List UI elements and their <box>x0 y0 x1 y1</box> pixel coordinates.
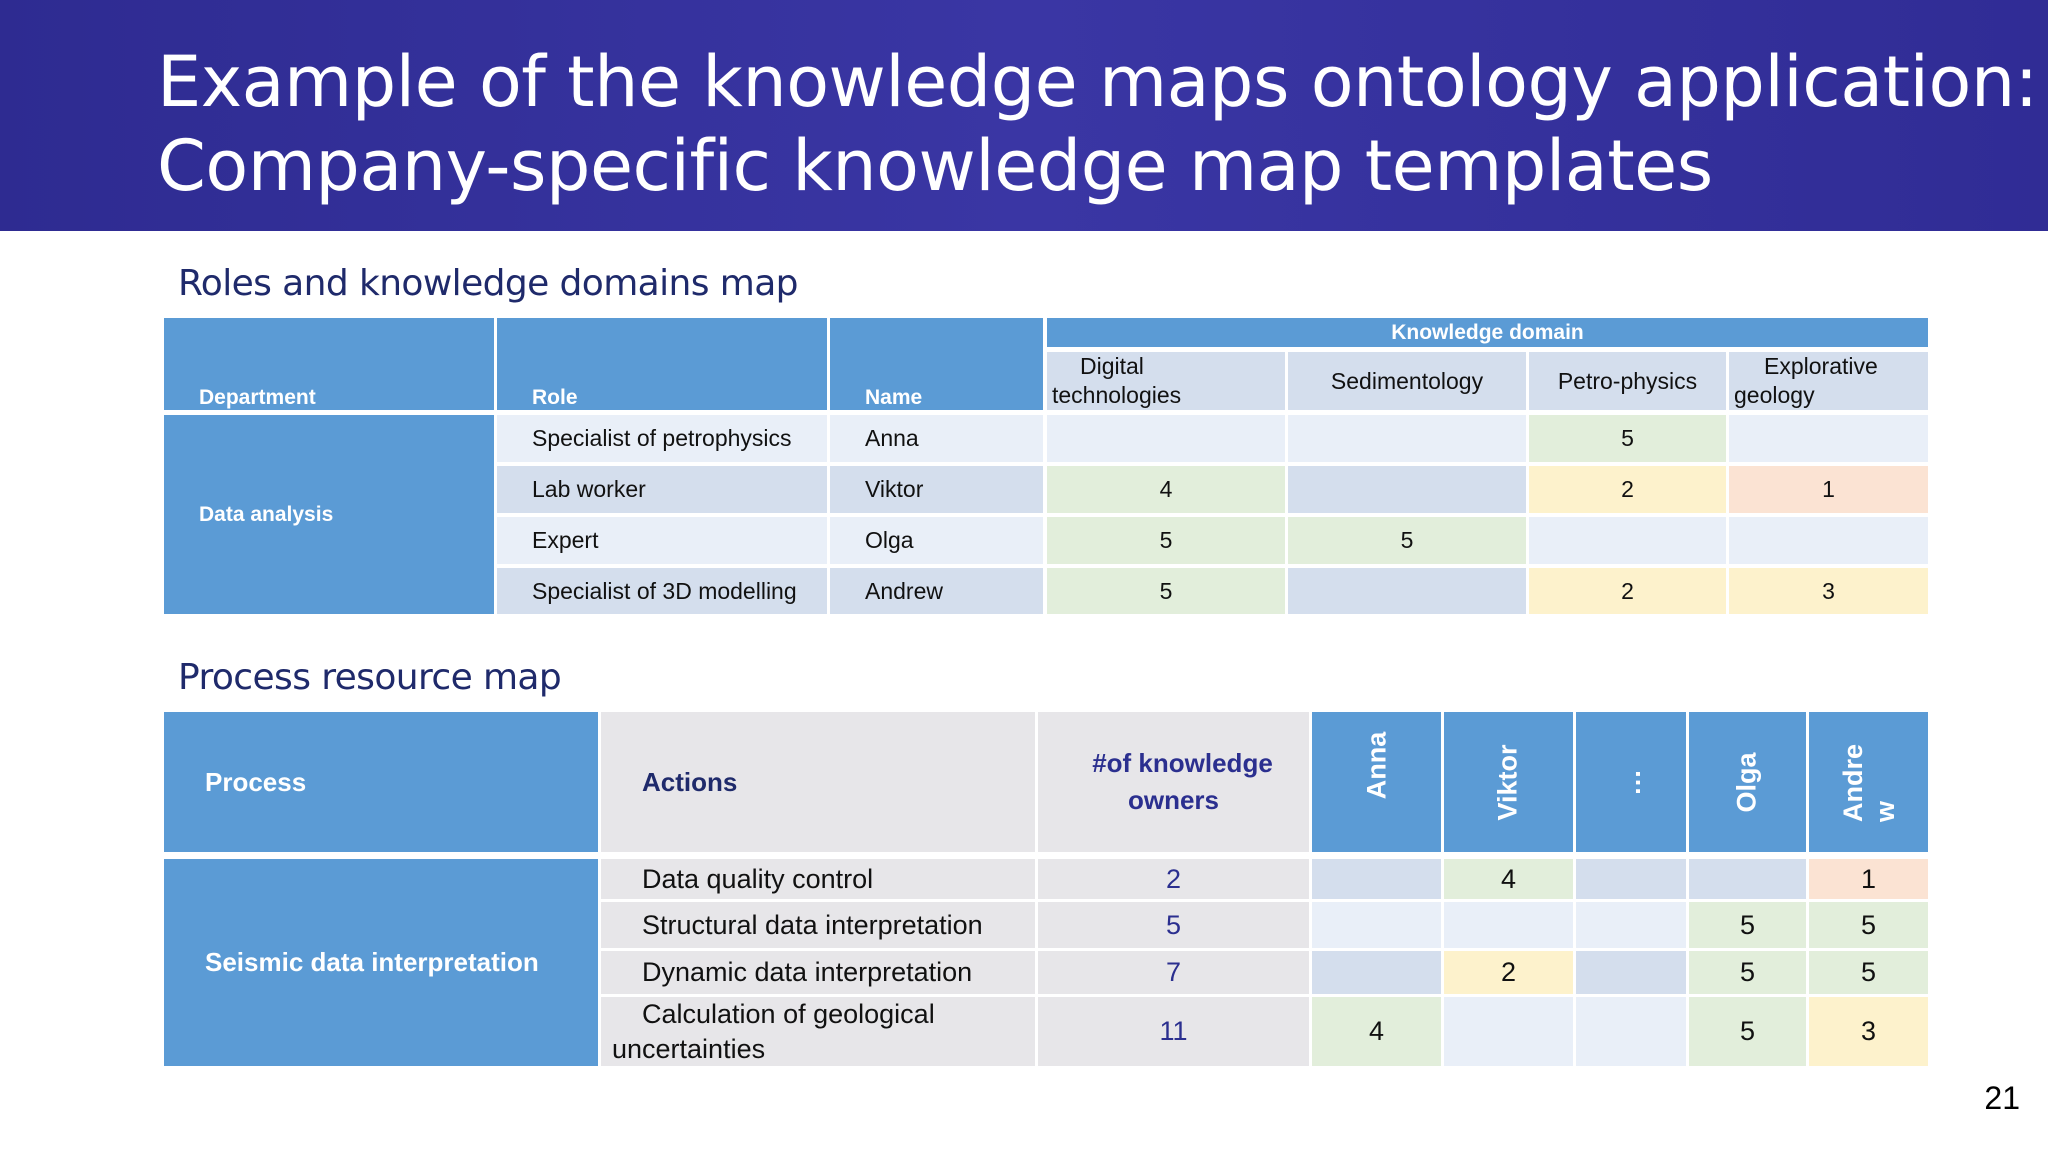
process-row2-ellipsis <box>1576 902 1686 948</box>
process-row1-ellipsis <box>1576 859 1686 899</box>
process-row1-anna <box>1312 859 1441 899</box>
slide-title <box>157 40 2038 208</box>
domain-header-explorative-line1: Explorative <box>1764 353 1878 379</box>
row2-digital: 4 <box>1047 466 1285 513</box>
process-row1-olga <box>1689 859 1806 899</box>
row3-explorative <box>1729 517 1928 564</box>
row4-petrophysics: 2 <box>1529 568 1726 614</box>
process-row1-andrew: 1 <box>1809 859 1928 899</box>
process-seismic: Seismic data interpretation <box>164 859 598 1066</box>
process-row4-owners: 11 <box>1038 997 1309 1066</box>
process-row4-andrew: 3 <box>1809 997 1928 1066</box>
header-name-label: Name <box>865 386 923 409</box>
process-row3-anna <box>1312 951 1441 994</box>
row2-petrophysics: 2 <box>1529 466 1726 513</box>
domain-header-digital-line2: technologies <box>1052 382 1182 408</box>
process-row2-anna <box>1312 902 1441 948</box>
roles-map-title: Roles and knowledge domains map <box>178 263 798 304</box>
header-person-olga <box>1689 712 1806 852</box>
row4-digital: 5 <box>1047 568 1285 614</box>
header-role-label: Role <box>532 386 578 409</box>
process-row4-action-line2: uncertainties <box>612 1033 766 1064</box>
domain-header-explorative <box>1729 352 1928 410</box>
process-row3-ellipsis <box>1576 951 1686 994</box>
process-row2-olga: 5 <box>1689 902 1806 948</box>
header-person-ellipsis-label: … <box>1615 768 1646 796</box>
header-owners-line1: #of knowledge <box>1092 748 1273 778</box>
process-row4-viktor <box>1444 997 1573 1066</box>
row1-role: Specialist of petrophysics <box>497 415 827 462</box>
process-row4-action <box>601 997 1035 1066</box>
header-actions: Actions <box>601 712 1035 852</box>
row2-role: Lab worker <box>497 466 827 513</box>
row3-digital: 5 <box>1047 517 1285 564</box>
process-row4-anna: 4 <box>1312 997 1441 1066</box>
process-row3-olga: 5 <box>1689 951 1806 994</box>
domain-header-digital-line1: Digital <box>1080 353 1144 379</box>
process-row3-action: Dynamic data interpretation <box>601 951 1035 994</box>
row1-name: Anna <box>830 415 1043 462</box>
domain-header-digital <box>1047 352 1285 410</box>
header-process: Process <box>164 712 598 852</box>
domain-header-explorative-line2: geology <box>1734 382 1815 408</box>
process-row4-action-line1: Calculation of geological <box>642 998 935 1029</box>
process-row1-action: Data quality control <box>601 859 1035 899</box>
process-row2-andrew: 5 <box>1809 902 1928 948</box>
header-person-viktor <box>1444 712 1573 852</box>
row2-sedimentology <box>1288 466 1526 513</box>
header-department <box>164 318 494 410</box>
header-role <box>497 318 827 410</box>
row4-sedimentology <box>1288 568 1526 614</box>
row3-name: Olga <box>830 517 1043 564</box>
header-person-anna <box>1312 712 1441 852</box>
header-owners <box>1038 712 1309 852</box>
row1-explorative <box>1729 415 1928 462</box>
row1-sedimentology <box>1288 415 1526 462</box>
process-row2-action: Structural data interpretation <box>601 902 1035 948</box>
process-row1-owners: 2 <box>1038 859 1309 899</box>
process-row3-owners: 7 <box>1038 951 1309 994</box>
header-person-olga-label: Olga <box>1731 751 1762 813</box>
row2-explorative: 1 <box>1729 466 1928 513</box>
row3-role: Expert <box>497 517 827 564</box>
row2-name: Viktor <box>830 466 1043 513</box>
header-person-viktor-label: Viktor <box>1493 743 1523 821</box>
process-row2-viktor <box>1444 902 1573 948</box>
row4-explorative: 3 <box>1729 568 1928 614</box>
header-owners-line2: owners <box>1127 785 1220 815</box>
process-row4-olga: 5 <box>1689 997 1806 1066</box>
row3-sedimentology: 5 <box>1288 517 1526 564</box>
process-map-title: Process resource map <box>178 657 562 698</box>
header-person-ellipsis <box>1576 712 1686 852</box>
header-knowledge-domain: Knowledge domain <box>1047 318 1928 347</box>
process-row3-andrew: 5 <box>1809 951 1928 994</box>
slide-title-line-2: Company-specific knowledge map templates <box>157 125 1713 207</box>
header-department-label: Department <box>199 386 316 409</box>
domain-header-sedimentology: Sedimentology <box>1288 352 1526 410</box>
process-row1-viktor: 4 <box>1444 859 1573 899</box>
row3-petrophysics <box>1529 517 1726 564</box>
row4-name: Andrew <box>830 568 1043 614</box>
row4-role: Specialist of 3D modelling <box>497 568 827 614</box>
process-row3-viktor: 2 <box>1444 951 1573 994</box>
process-row4-ellipsis <box>1576 997 1686 1066</box>
process-row2-owners: 5 <box>1038 902 1309 948</box>
header-person-andrew-label: Andre w <box>1837 743 1900 822</box>
header-person-andrew <box>1809 712 1928 852</box>
slide-title-line-1: Example of the knowledge maps ontology application: <box>157 41 2038 123</box>
page-number: 21 <box>1984 1080 2020 1116</box>
header-name <box>830 318 1043 410</box>
row1-petrophysics: 5 <box>1529 415 1726 462</box>
header-person-anna-label: Anna <box>1361 731 1391 799</box>
department-data-analysis: Data analysis <box>164 415 494 614</box>
row1-digital <box>1047 415 1285 462</box>
domain-header-petrophysics: Petro-physics <box>1529 352 1726 410</box>
